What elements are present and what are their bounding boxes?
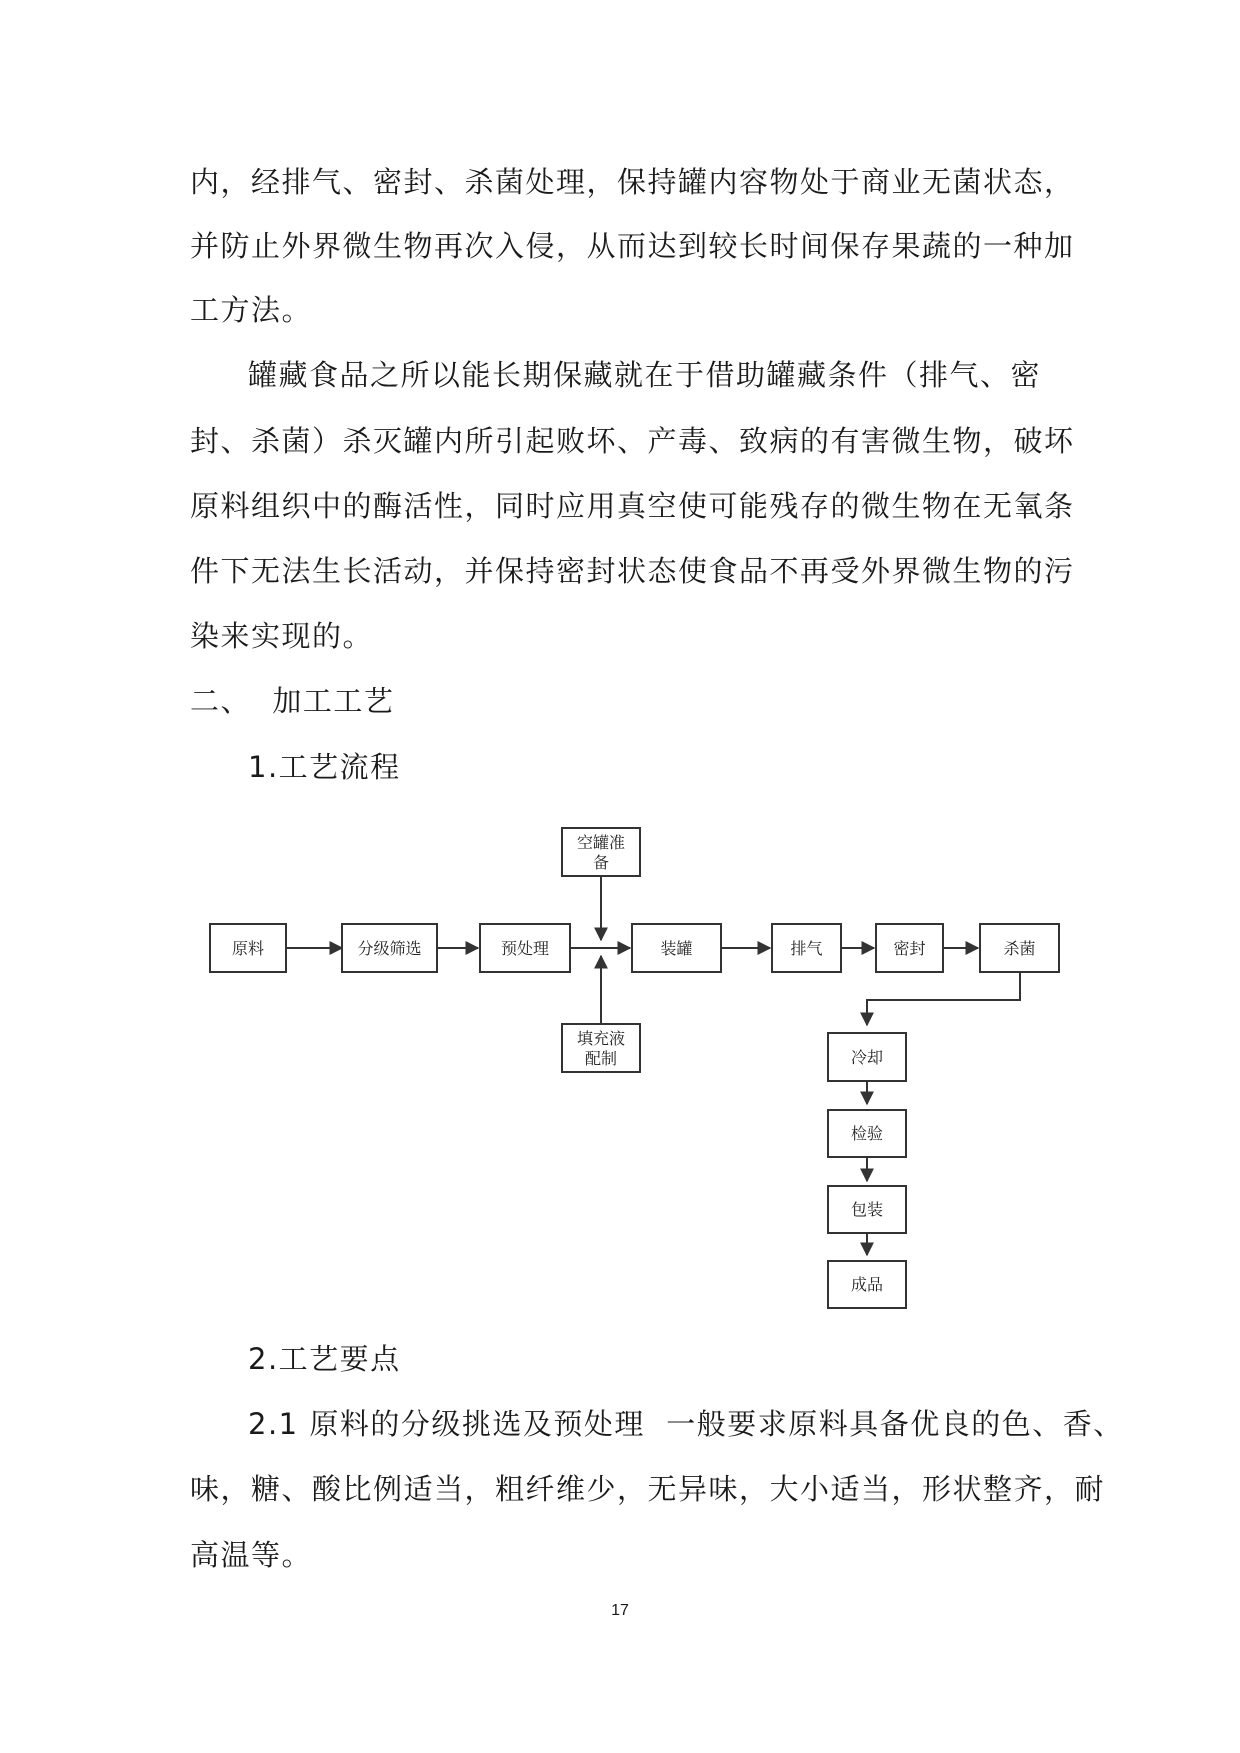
box-exhaust: [772, 924, 841, 972]
paragraph-line: 味，糖、酸比例适当，粗纤维少，无异味，大小适当，形状整齐，耐: [190, 1472, 1106, 1506]
page-number: 17: [611, 1602, 629, 1619]
paragraph-line: 工方法。: [190, 293, 313, 327]
box-pretreat-label: 预处理: [500, 939, 550, 958]
box-sterilize: [980, 924, 1059, 972]
box-grading: [342, 924, 437, 972]
box-inspect: [828, 1110, 906, 1157]
box-product-label: 成品: [850, 1275, 884, 1294]
paragraph-line: 封、杀菌）杀灭罐内所引起败坏、产毒、致病的有害微生物，破坏: [190, 424, 1075, 458]
box-inspect-label: 检验: [850, 1124, 884, 1143]
box-pretreat: [480, 924, 570, 972]
box-pack: [828, 1186, 906, 1233]
box-empty-can: [562, 828, 640, 876]
box-empty-can-label-2: 备: [592, 853, 610, 872]
box-seal-label: 密封: [893, 939, 926, 958]
box-exhaust-label: 排气: [790, 939, 823, 958]
box-filling: [632, 924, 721, 972]
paragraph-line: 件下无法生长活动，并保持密封状态使食品不再受外界微生物的污: [190, 554, 1075, 588]
box-grading-label: 分级筛选: [357, 939, 422, 958]
paragraph-line: 原料组织中的酶活性，同时应用真空使可能残存的微生物在无氧条: [190, 489, 1075, 523]
paragraph-line: 内，经排气、密封、杀菌处理，保持罐内容物处于商业无菌状态，: [190, 165, 1075, 199]
paragraph-line: 高温等。: [190, 1538, 313, 1572]
subheading-process-flow: 1.工艺流程: [248, 750, 401, 784]
box-filling-label: 装罐: [660, 939, 693, 958]
paragraph-line: 2.1 原料的分级挑选及预处理 一般要求原料具备优良的色、香、: [248, 1407, 1124, 1441]
paragraph-line: 罐藏食品之所以能长期保藏就在于借助罐藏条件（排气、密: [248, 358, 1042, 392]
box-cool: [828, 1033, 906, 1081]
box-cool-label: 冷却: [850, 1048, 884, 1067]
arrow-sterilize-to-cool: [867, 972, 1020, 1025]
box-raw: [210, 924, 286, 972]
box-empty-can-label-1: 空罐准: [576, 833, 626, 852]
paragraph-line: 染来实现的。: [190, 619, 374, 653]
box-liquid-label-2: 配制: [584, 1049, 618, 1068]
box-product: [828, 1261, 906, 1308]
section-heading: 二、 加工工艺: [190, 684, 395, 718]
subheading-key-points: 2.工艺要点: [248, 1342, 401, 1376]
box-seal: [876, 924, 943, 972]
box-sterilize-label: 杀菌: [1003, 939, 1036, 958]
box-liquid: [562, 1024, 640, 1072]
box-raw-label: 原料: [231, 939, 265, 958]
box-pack-label: 包装: [850, 1200, 884, 1219]
box-liquid-label-1: 填充液: [576, 1029, 626, 1048]
paragraph-line: 并防止外界微生物再次入侵，从而达到较长时间保存果蔬的一种加: [190, 229, 1075, 263]
